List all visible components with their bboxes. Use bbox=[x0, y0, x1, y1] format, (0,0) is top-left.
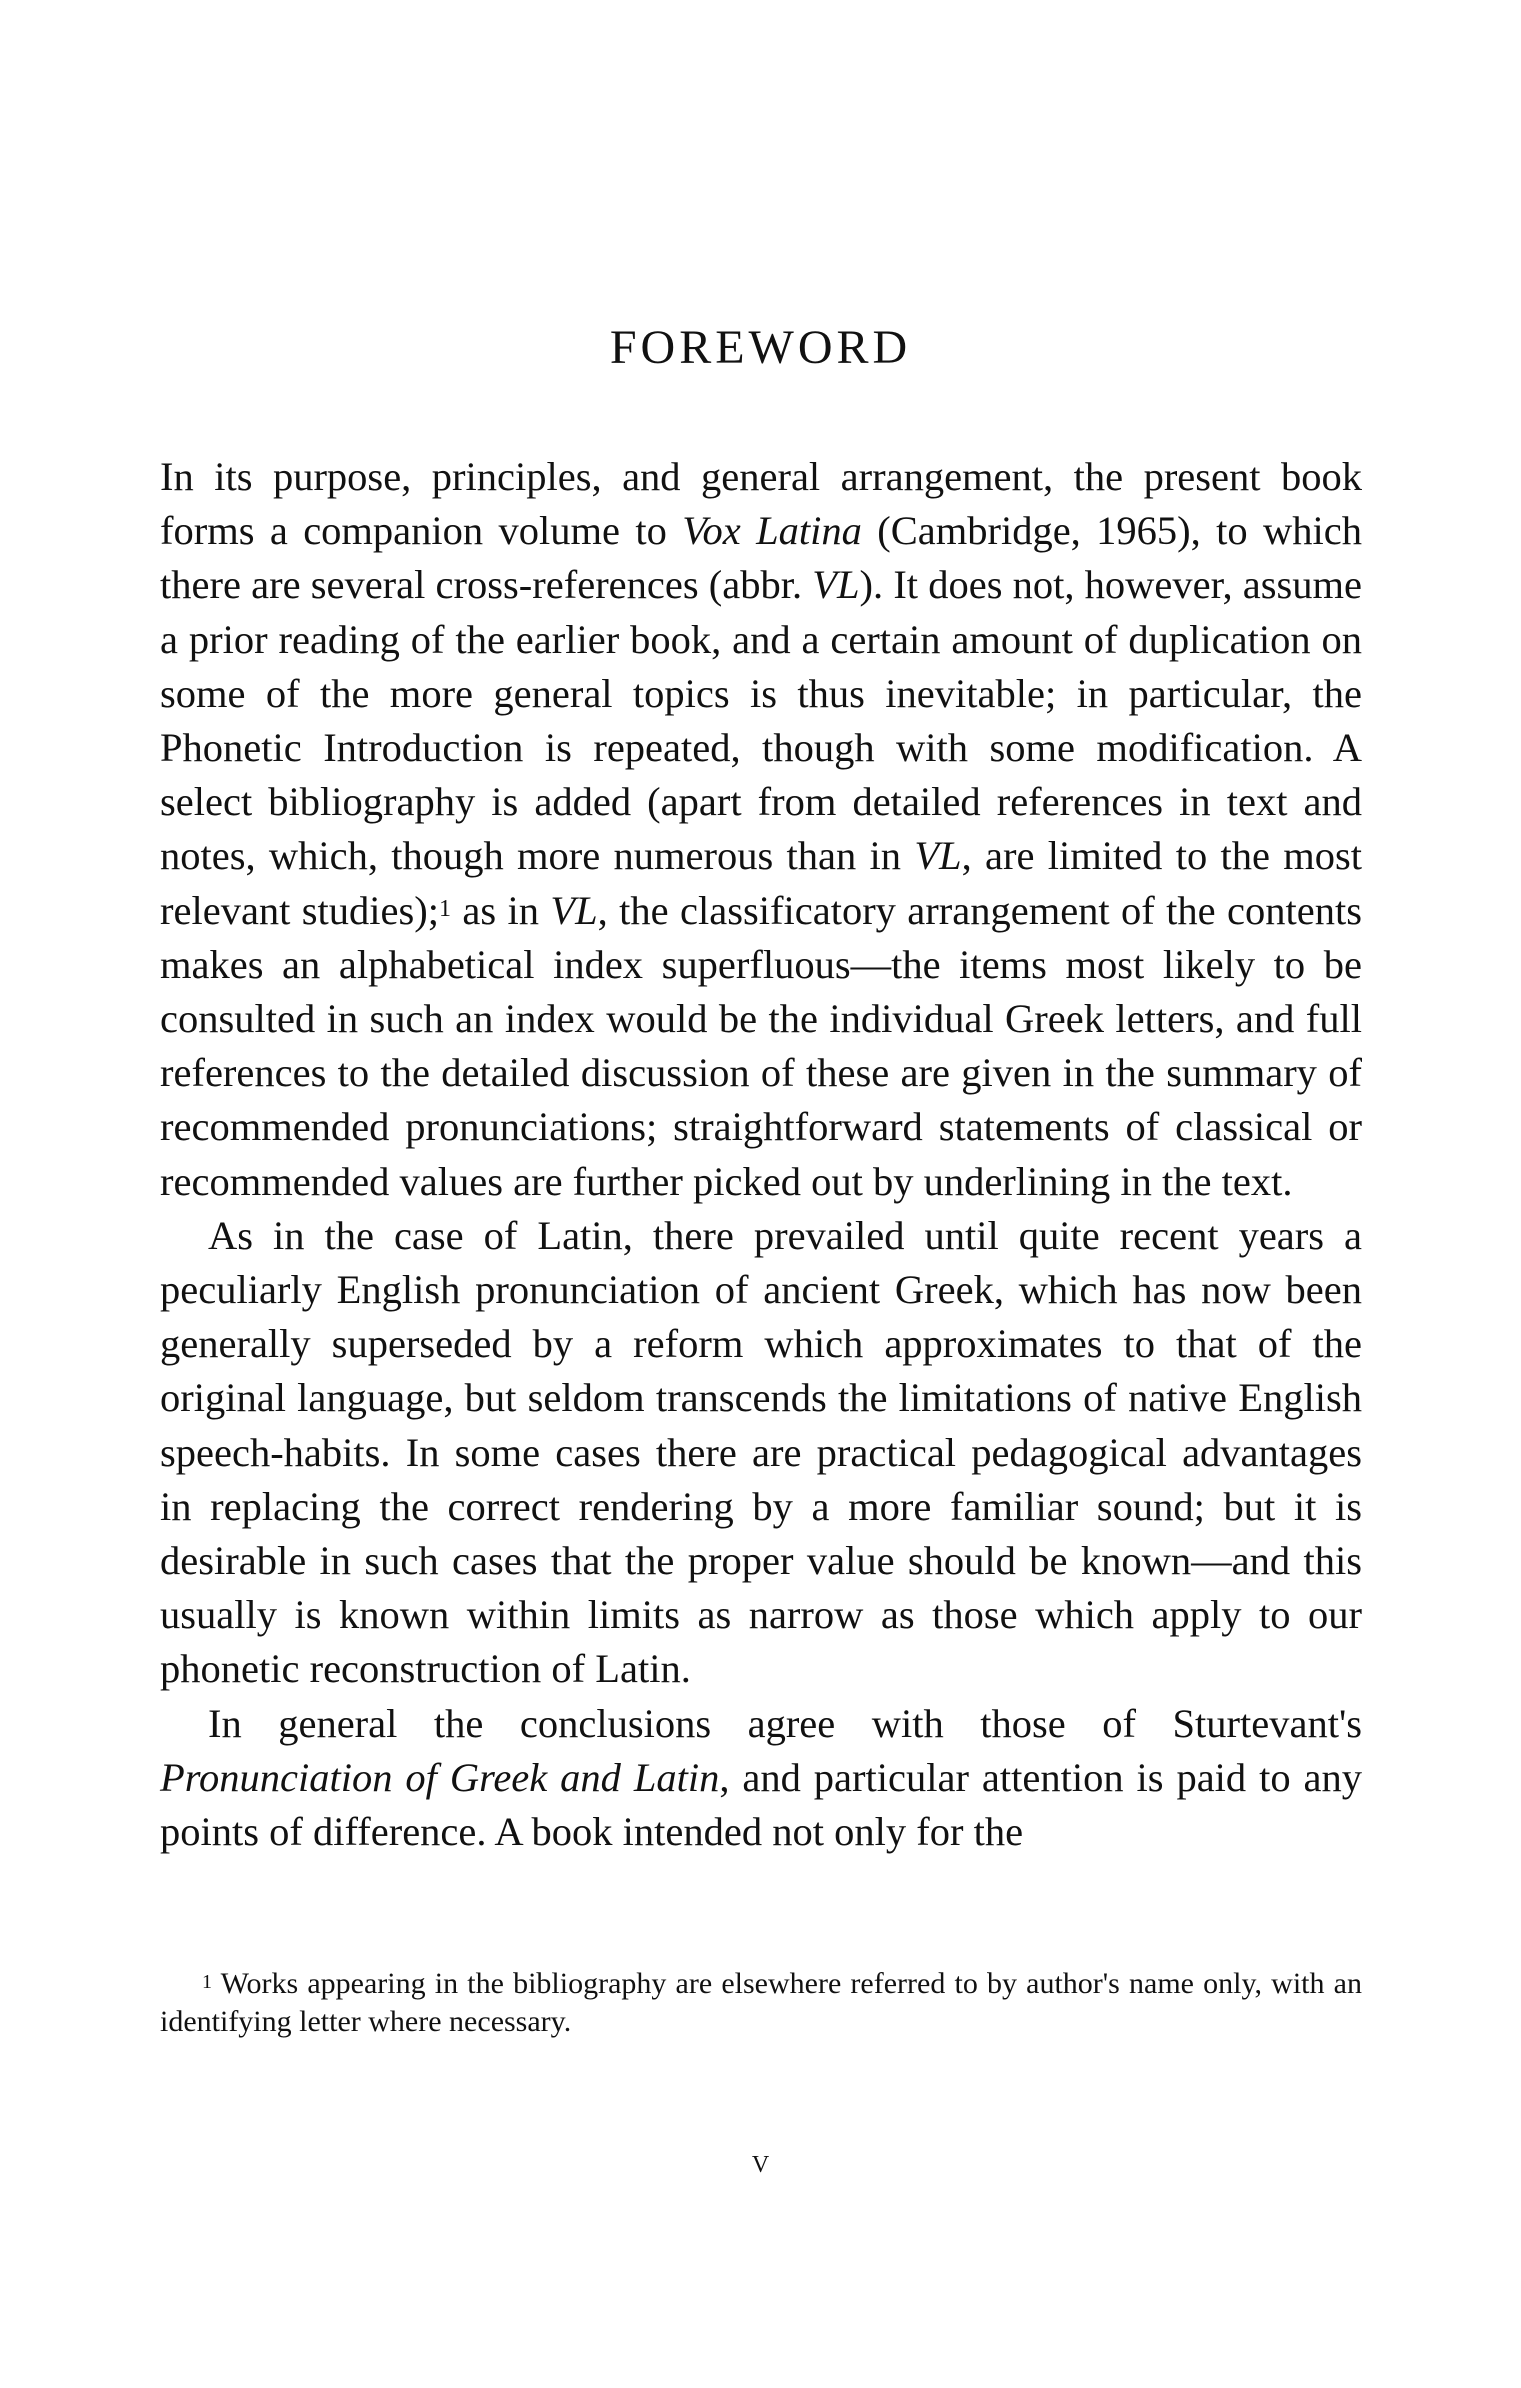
p3-italic-1: Pronunciation of Greek and Latin bbox=[160, 1754, 720, 1800]
footnote-text: Works appearing in the bibliography are elsewhere referred to by author's name only, with an identifying letter where necessary. bbox=[160, 1967, 1362, 2038]
p1-text-6: , the classificatory arrangement of the contents makes an alphabetical index superfluous—the items most likely to be consulted in such an index would be the individual Greek letters, and full references to the detailed discussion of these are given in the summary of recommended pronunciations; straightforward statements of classical or recommended values are further picked out by underlining in the text. bbox=[160, 887, 1362, 1204]
foreword-body bbox=[160, 450, 1362, 1859]
footnote-reference: 1 bbox=[439, 895, 452, 922]
p1-text-5: as in bbox=[451, 887, 551, 933]
footnote bbox=[160, 1965, 1362, 2041]
footnote-marker: 1 bbox=[202, 1971, 212, 1993]
p1-text-3: ). It does not, however, assume a prior reading of the earlier book, and a certain amount of duplication on some of the more general topics is thus inevitable; in particular, the Phonetic Introduction is repeated, though with some modification. A select bibliography is added (apart from detailed references in text and notes, which, though more numerous than in bbox=[160, 562, 1362, 879]
paragraph-3 bbox=[160, 1697, 1362, 1860]
page-number: v bbox=[751, 2143, 770, 2180]
p1-italic-3: VL bbox=[914, 833, 962, 879]
p1-italic-2: VL bbox=[812, 562, 860, 608]
paragraph-2: As in the case of Latin, there prevailed until quite recent years a peculiarly English pronunciation of ancient Greek, which has now been generally superseded by a reform which approximates to that of the original language, but seldom transcends the limitations of native English speech-habits. In some cases there are practical pedagogical advantages in replacing the correct rendering by a more familiar sound; but it is desirable in such cases that the proper value should be known—and this usually is known within limits as narrow as those which apply to our phonetic reconstruction of Latin. bbox=[160, 1212, 1362, 1692]
p3-text-1: In general the conclusions agree with those of Sturtevant's bbox=[208, 1700, 1362, 1746]
page-title: FOREWORD bbox=[609, 321, 912, 374]
paragraph-1 bbox=[160, 450, 1362, 1209]
p1-text-2: (Cambridge, 1965), to which there are several cross-references (abbr. bbox=[160, 508, 1362, 608]
p1-text-4: , are limited to the most relevant studies); bbox=[160, 833, 1362, 933]
p1-text-1: In its purpose, principles, and general arrangement, the present book forms a companion volume to bbox=[160, 454, 1362, 554]
p3-text-2: , and particular attention is paid to any points of difference. A book intended not only for the bbox=[160, 1754, 1362, 1855]
p1-italic-4: VL bbox=[550, 887, 598, 933]
p1-italic-1: Vox Latina bbox=[682, 508, 862, 554]
